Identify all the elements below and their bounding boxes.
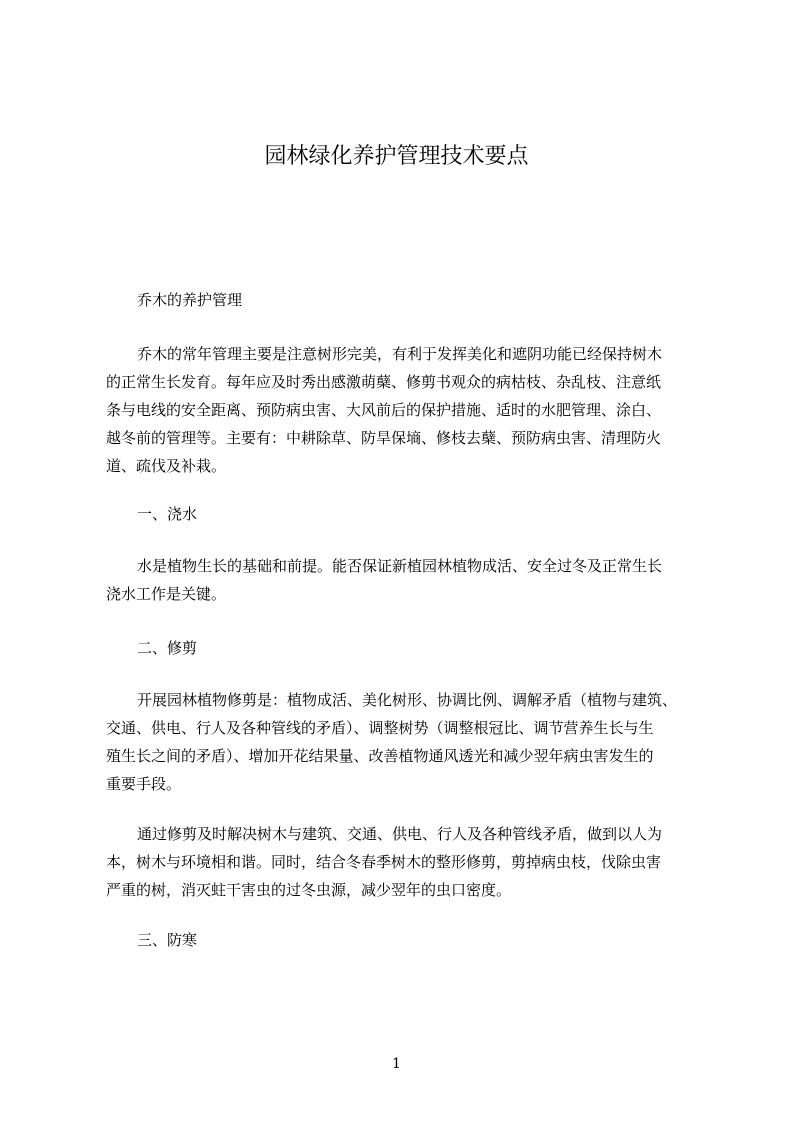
paragraph-line: 浇水工作是关键。: [106, 585, 227, 603]
page-number: 1: [392, 1056, 401, 1072]
paragraph: [106, 552, 706, 608]
paragraph-line: 殖生长之间的矛盾）、增加开花结果量、改善植物通风透光和减少翌年病虫害发生的: [106, 747, 654, 765]
paragraph-line: 乔木的常年管理主要是注意树形完美，有利于发挥美化和遮阴功能已经保持树木: [137, 345, 663, 363]
paragraph-line: 水是植物生长的基础和前提。能否保证新植园林植物成活、安全过冬及正常生长: [137, 557, 663, 575]
section-heading: 二、修剪: [137, 639, 198, 657]
paragraph: [106, 340, 706, 480]
paragraph-line: 条与电线的安全距离、预防病虫害、大风前后的保护措施、适时的水肥管理、涂白、: [106, 401, 662, 419]
paragraph: [106, 686, 706, 798]
paragraph-line: 道、疏伐及补栽。: [106, 457, 227, 475]
paragraph-line: 交通、供电、行人及各种管线的矛盾）、调整树势（调整根冠比、调节营养生长与生: [106, 719, 654, 737]
paragraph-line: 重要手段。: [106, 775, 182, 793]
section-heading: 三、防寒: [137, 931, 198, 949]
paragraph-line: 开展园林植物修剪是：植物成活、美化树形、协调比例、调解矛盾（植物与建筑、: [137, 691, 678, 709]
paragraph: [106, 820, 706, 904]
paragraph-line: 通过修剪及时解决树木与建筑、交通、供电、行人及各种管线矛盾，做到以人为: [137, 825, 663, 843]
section-heading: 乔木的养护管理: [137, 291, 243, 309]
document-title: 园林绿化养护管理技术要点: [264, 144, 529, 169]
paragraph-line: 的正常生长发育。每年应及时秀出感激萌蘖、修剪书观众的病枯枝、杂乱枝、注意纸: [106, 373, 662, 391]
paragraph-line: 严重的树，消灭蛀干害虫的过冬虫源，减少翌年的虫口密度。: [106, 881, 512, 899]
paragraph-line: 越冬前的管理等。主要有：中耕除草、防旱保墒、修枝去蘖、预防病虫害、清理防火: [106, 429, 662, 447]
section-heading: 一、浇水: [137, 505, 198, 523]
paragraph-line: 本，树木与环境相和谐。同时，结合冬春季树木的整形修剪，剪掉病虫枝，伐除虫害: [106, 853, 662, 871]
